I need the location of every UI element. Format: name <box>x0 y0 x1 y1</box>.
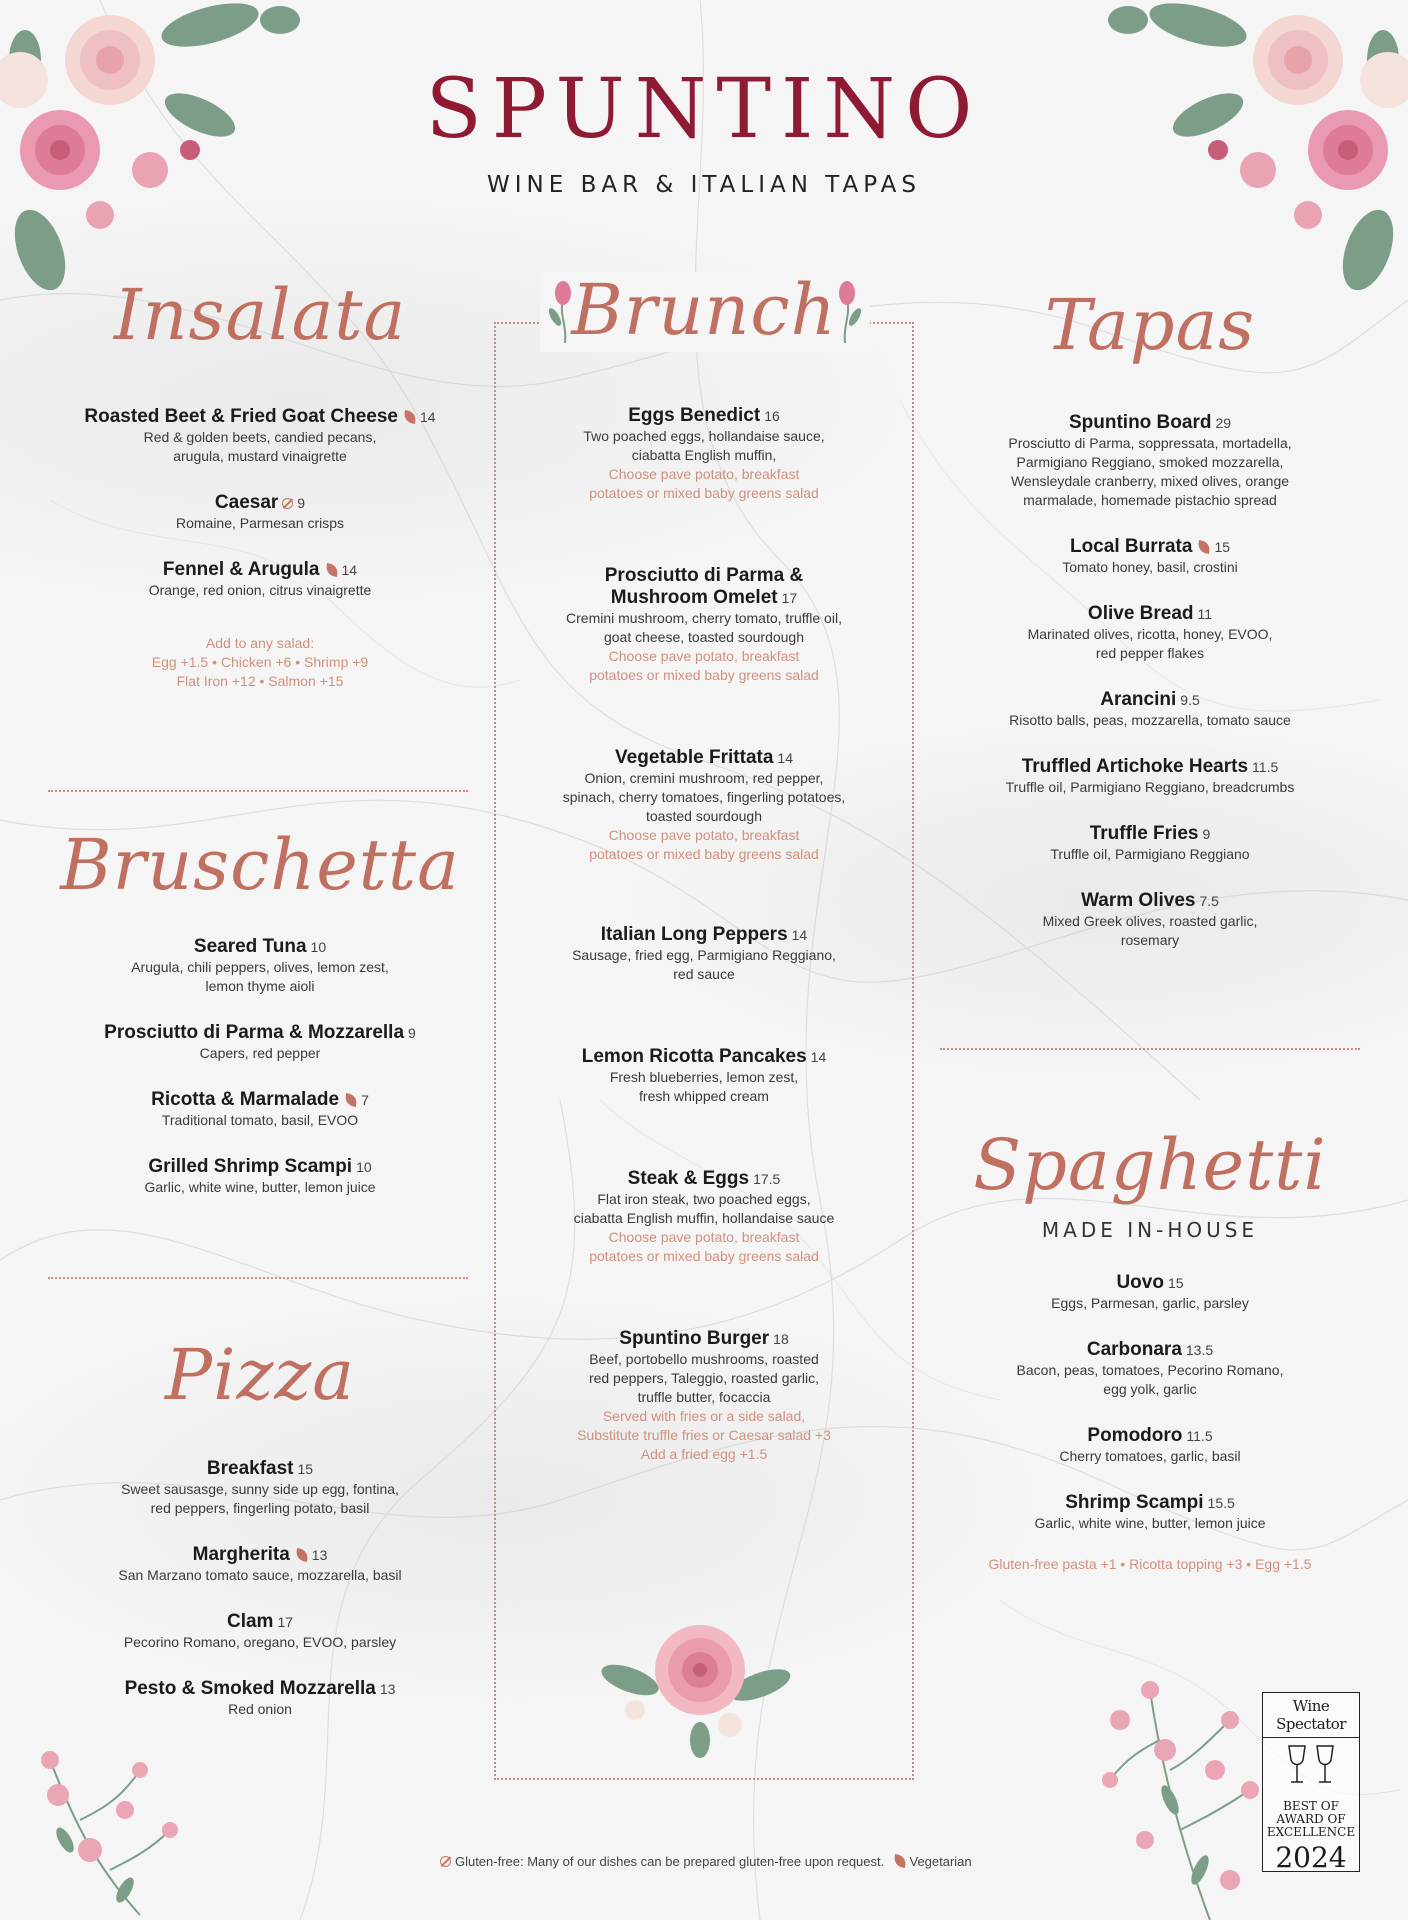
menu-item <box>50 1611 470 1652</box>
item-name: Seared Tuna <box>193 936 307 957</box>
tapas-section <box>940 280 1360 976</box>
badge-brand: Wine Spectator <box>1263 1693 1359 1738</box>
vegetarian-icon <box>325 563 339 577</box>
item-price: 17 <box>277 1614 294 1630</box>
badge-line: EXCELLENCE <box>1266 1825 1356 1839</box>
menu-item <box>50 406 470 466</box>
item-price: 14 <box>420 409 436 425</box>
menu-item <box>50 559 470 600</box>
item-description: marmalade, homemade pistachio spread <box>1023 492 1277 508</box>
item-description: Cremini mushroom, cherry tomato, truffle oil, <box>566 610 842 626</box>
item-description: red peppers, fingerling potato, basil <box>150 1500 370 1516</box>
rose-center-decoration <box>600 1600 800 1760</box>
item-side-options: Choose pave potato, breakfast <box>608 648 800 664</box>
item-name: Spuntino Burger <box>619 1328 770 1349</box>
item-side-options: Choose pave potato, breakfast <box>608 1229 800 1245</box>
rosebud-right-icon <box>825 275 865 345</box>
wine-glasses-icon <box>1281 1742 1341 1790</box>
item-description: Risotto balls, peas, mozzarella, tomato sauce <box>1009 712 1291 728</box>
item-price: 13 <box>311 1547 328 1563</box>
item-description: fresh whipped cream <box>639 1088 769 1104</box>
menu-item <box>50 1678 470 1719</box>
vegetarian-icon <box>344 1093 358 1107</box>
item-price: 9 <box>1202 826 1211 842</box>
item-price: 7 <box>361 1092 369 1108</box>
item-description: Traditional tomato, basil, EVOO <box>161 1112 359 1128</box>
insalata-title: Insalata <box>113 274 407 356</box>
menu-item <box>50 1089 470 1130</box>
menu-item <box>50 1156 470 1197</box>
gluten-free-icon <box>282 498 293 509</box>
item-description: toasted sourdough <box>646 808 762 824</box>
menu-item <box>940 890 1360 950</box>
item-price: 11 <box>1197 606 1213 622</box>
item-description: Capers, red pepper <box>199 1045 321 1061</box>
item-description: ciabatta English muffin, <box>631 447 777 463</box>
item-side-options: potatoes or mixed baby greens salad <box>589 846 819 862</box>
badge-line: AWARD OF <box>1276 1812 1346 1826</box>
item-price: 10 <box>356 1159 372 1175</box>
pizza-title: Pizza <box>165 1334 355 1416</box>
rosebud-left-icon <box>545 275 585 345</box>
item-description: goat cheese, toasted sourdough <box>603 629 805 645</box>
item-name: Clam <box>226 1611 274 1632</box>
menu-item <box>50 1022 470 1063</box>
item-price: 11.5 <box>1252 759 1279 775</box>
item-description: red peppers, Taleggio, roasted garlic, <box>588 1370 820 1386</box>
spaghetti-section <box>940 1120 1360 1574</box>
pizza-section <box>50 1330 470 1745</box>
item-name: Grilled Shrimp Scampi <box>148 1156 353 1177</box>
item-description: truffle butter, focaccia <box>637 1389 771 1405</box>
menu-item <box>504 1046 904 1106</box>
item-description: Mixed Greek olives, roasted garlic, <box>1042 913 1258 929</box>
item-description: Onion, cremini mushroom, red pepper, <box>584 770 824 786</box>
bruschetta-divider <box>48 1277 468 1279</box>
item-description: Flat iron steak, two poached eggs, <box>597 1191 811 1207</box>
item-name: Lemon Ricotta Pancakes <box>581 1046 807 1067</box>
item-name: Shrimp Scampi <box>1065 1492 1204 1513</box>
menu-item <box>504 565 904 685</box>
item-side-options: Substitute truffle fries or Caesar salad +3 <box>577 1427 831 1443</box>
tapas-divider <box>940 1048 1360 1050</box>
restaurant-tagline: WINE BAR & ITALIAN TAPAS <box>487 172 921 198</box>
vegetarian-legend: Vegetarian <box>909 1854 972 1869</box>
item-description: egg yolk, garlic <box>1103 1381 1197 1397</box>
menu-item <box>504 1168 904 1266</box>
bruschetta-section <box>50 820 470 1223</box>
item-description: Arugula, chili peppers, olives, lemon zest, <box>131 959 389 975</box>
item-price: 14 <box>810 1049 827 1065</box>
item-description: Beef, portobello mushrooms, roasted <box>589 1351 819 1367</box>
item-description: Marinated olives, ricotta, honey, EVOO, <box>1027 626 1273 642</box>
insalata-section <box>50 270 470 691</box>
item-side-options: Choose pave potato, breakfast <box>608 827 800 843</box>
item-name: Warm Olives <box>1081 890 1196 911</box>
item-description: red pepper flakes <box>1095 645 1205 661</box>
item-description: Sweet sausasge, sunny side up egg, fontina, <box>121 1481 399 1497</box>
item-name: Spuntino Board <box>1068 412 1212 433</box>
item-price: 17.5 <box>753 1171 781 1187</box>
item-price: 9 <box>408 1025 416 1041</box>
item-price: 13.5 <box>1185 1342 1214 1358</box>
badge-year: 2024 <box>1275 1841 1347 1874</box>
menu-item <box>940 1272 1360 1313</box>
item-description: Romaine, Parmesan crisps <box>175 515 345 531</box>
menu-item <box>504 405 904 503</box>
item-price: 18 <box>773 1331 789 1347</box>
spaghetti-subtitle: MADE IN-HOUSE <box>1041 1218 1259 1242</box>
menu-item <box>940 756 1360 797</box>
item-side-options: Add a fried egg +1.5 <box>640 1446 768 1462</box>
item-description: Bacon, peas, tomatoes, Pecorino Romano, <box>1016 1362 1284 1378</box>
menu-item <box>940 689 1360 730</box>
menu-item <box>940 412 1360 510</box>
item-description: Tomato honey, basil, crostini <box>1062 559 1238 575</box>
item-side-options: Choose pave potato, breakfast <box>608 466 800 482</box>
spaghetti-title: Spaghetti <box>973 1124 1327 1206</box>
item-name: Italian Long Peppers <box>600 924 788 945</box>
menu-item <box>940 1425 1360 1466</box>
vegetarian-icon <box>295 1548 309 1562</box>
menu-item <box>504 924 904 984</box>
badge-line: BEST OF <box>1283 1799 1339 1813</box>
vegetarian-icon <box>403 410 417 424</box>
item-name: Local Burrata <box>1069 536 1193 557</box>
menu-item <box>940 1492 1360 1533</box>
menu-item <box>50 1458 470 1518</box>
item-name: Pesto & Smoked Mozzarella <box>124 1678 376 1699</box>
item-name: Carbonara <box>1086 1339 1182 1360</box>
item-name: Caesar <box>214 492 279 513</box>
item-name-continued: Mushroom Omelet <box>610 587 778 608</box>
item-description: San Marzano tomato sauce, mozzarella, basil <box>118 1567 402 1583</box>
tapas-title: Tapas <box>1044 284 1256 366</box>
item-price: 14 <box>777 750 793 766</box>
item-price: 15 <box>297 1461 314 1477</box>
item-description: arugula, mustard vinaigrette <box>173 448 347 464</box>
vegetarian-icon <box>893 1854 907 1868</box>
item-description: Truffle oil, Parmigiano Reggiano, breadcrumbs <box>1005 779 1295 795</box>
menu-item <box>504 1328 904 1464</box>
item-price: 7.5 <box>1199 893 1219 909</box>
menu-item <box>940 536 1360 577</box>
salad-addons-line: Flat Iron +12 • Salmon +15 <box>176 673 344 689</box>
item-name: Roasted Beet & Fried Goat Cheese <box>84 406 398 427</box>
menu-item <box>940 823 1360 864</box>
gluten-free-icon <box>440 1856 451 1867</box>
menu-item <box>940 603 1360 663</box>
item-name: Olive Bread <box>1087 603 1194 624</box>
item-price: 14 <box>341 562 358 578</box>
item-name: Prosciutto di Parma & <box>604 565 804 586</box>
item-name: Prosciutto di Parma & Mozzarella <box>104 1022 405 1043</box>
item-description: Red onion <box>228 1701 292 1717</box>
dietary-legend <box>0 1854 1408 1869</box>
insalata-divider <box>48 790 468 792</box>
item-price: 15 <box>1214 539 1231 555</box>
item-side-options: Served with fries or a side salad, <box>602 1408 806 1424</box>
item-name: Steak & Eggs <box>627 1168 750 1189</box>
item-price: 9 <box>297 495 306 511</box>
item-side-options: potatoes or mixed baby greens salad <box>589 1248 819 1264</box>
item-name: Pomodoro <box>1087 1425 1183 1446</box>
item-price: 15.5 <box>1207 1495 1235 1511</box>
item-description: Parmigiano Reggiano, smoked mozzarella, <box>1016 454 1284 470</box>
floral-bottom-right-decoration <box>1100 1680 1260 1920</box>
item-name: Truffled Artichoke Hearts <box>1021 756 1249 777</box>
item-name: Vegetable Frittata <box>615 747 774 768</box>
item-description: Garlic, white wine, butter, lemon juice <box>144 1179 376 1195</box>
item-description: Wensleydale cranberry, mixed olives, orange <box>1010 473 1290 489</box>
item-side-options: potatoes or mixed baby greens salad <box>589 485 819 501</box>
item-description: lemon thyme aioli <box>205 978 315 994</box>
item-description: spinach, cherry tomatoes, fingerling potatoes, <box>562 789 846 805</box>
spaghetti-addons: Gluten-free pasta +1 • Ricotta topping +3 • Egg +1.5 <box>988 1556 1312 1572</box>
item-description: Eggs, Parmesan, garlic, parsley <box>1051 1295 1249 1311</box>
item-description: Orange, red onion, citrus vinaigrette <box>148 582 372 598</box>
gluten-free-legend: Gluten-free: Many of our dishes can be prepared gluten-free upon request. <box>454 1854 885 1869</box>
item-description: Fresh blueberries, lemon zest, <box>609 1069 799 1085</box>
menu-item <box>50 1544 470 1585</box>
brunch-title: Brunch <box>571 269 837 351</box>
item-name: Eggs Benedict <box>628 405 761 426</box>
item-description: Truffle oil, Parmigiano Reggiano <box>1050 846 1250 862</box>
item-name: Fennel & Arugula <box>162 559 320 580</box>
item-description: ciabatta English muffin, hollandaise sauce <box>573 1210 835 1226</box>
menu-item <box>50 492 470 533</box>
item-description: Cherry tomatoes, garlic, basil <box>1059 1448 1241 1464</box>
restaurant-name: SPUNTINO <box>425 62 983 157</box>
salad-addons-heading: Add to any salad: <box>205 635 315 651</box>
item-name: Ricotta & Marmalade <box>151 1089 340 1110</box>
menu-item <box>504 747 904 864</box>
menu-item <box>940 1339 1360 1399</box>
item-name: Truffle Fries <box>1089 823 1199 844</box>
item-description: Pecorino Romano, oregano, EVOO, parsley <box>123 1634 397 1650</box>
brunch-section <box>504 265 904 1490</box>
item-price: 15 <box>1167 1275 1184 1291</box>
item-price: 13 <box>379 1681 396 1697</box>
item-description: Two poached eggs, hollandaise sauce, <box>583 428 825 444</box>
item-price: 14 <box>791 927 808 943</box>
menu-header <box>0 60 1408 198</box>
item-description: rosemary <box>1120 932 1180 948</box>
item-price: 11.5 <box>1186 1428 1213 1444</box>
item-price: 16 <box>764 408 780 424</box>
item-description: red sauce <box>673 966 735 982</box>
bruschetta-title: Bruschetta <box>60 824 460 906</box>
item-name: Uovo <box>1116 1272 1164 1293</box>
item-name: Margherita <box>192 1544 290 1565</box>
item-name: Arancini <box>1100 689 1177 710</box>
item-price: 17 <box>781 590 798 606</box>
item-description: Red & golden beets, candied pecans, <box>143 429 377 445</box>
item-price: 9.5 <box>1180 692 1200 708</box>
salad-addons-line: Egg +1.5 • Chicken +6 • Shrimp +9 <box>151 654 369 670</box>
item-price: 10 <box>310 939 327 955</box>
item-description: Sausage, fried egg, Parmigiano Reggiano, <box>572 947 836 963</box>
item-description: Garlic, white wine, butter, lemon juice <box>1034 1515 1266 1531</box>
floral-bottom-left-decoration <box>30 1750 180 1920</box>
item-price: 29 <box>1215 415 1232 431</box>
vegetarian-icon <box>1198 540 1212 554</box>
menu-item <box>50 936 470 996</box>
item-side-options: potatoes or mixed baby greens salad <box>589 667 819 683</box>
item-description: Prosciutto di Parma, soppressata, mortadella, <box>1008 435 1292 451</box>
award-badge <box>1262 1692 1360 1872</box>
item-name: Breakfast <box>206 1458 294 1479</box>
